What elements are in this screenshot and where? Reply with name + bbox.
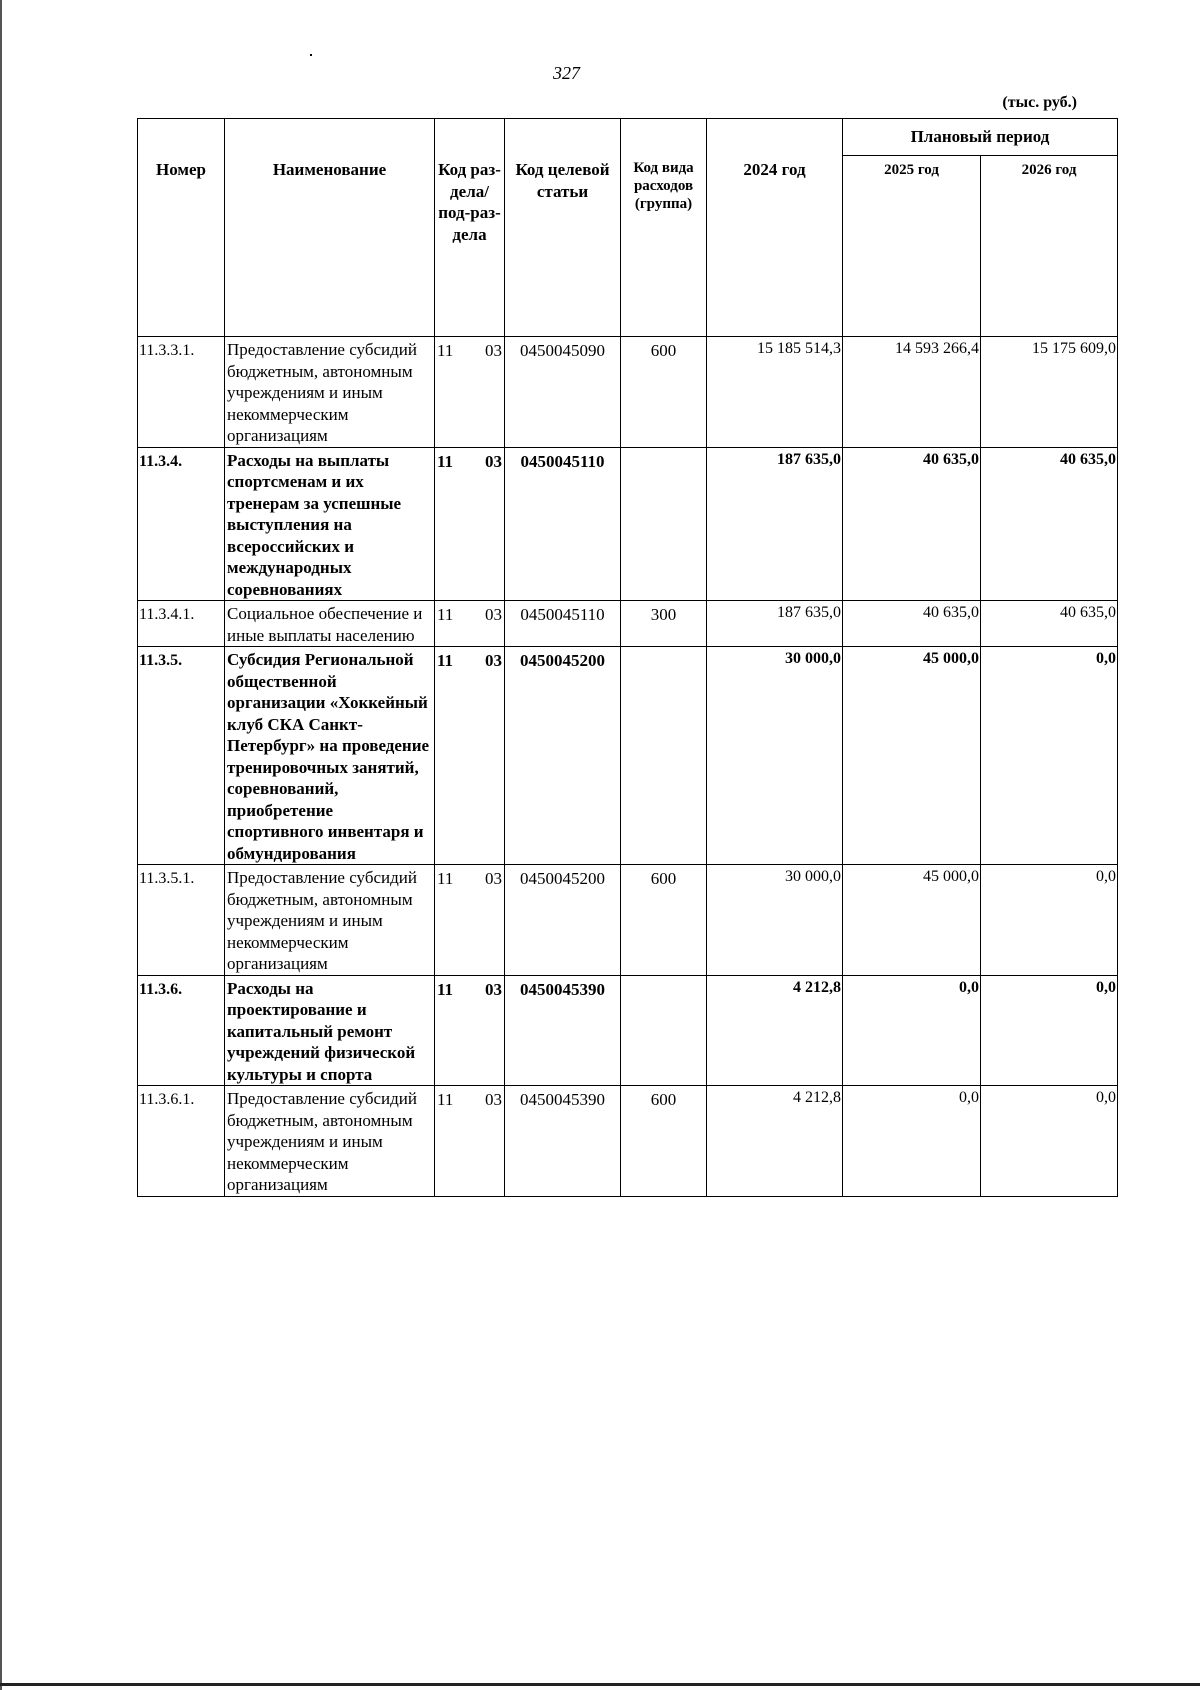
row-section-code [435,337,505,448]
subsection-code: 03 [485,605,502,624]
row-expense-type [621,647,707,865]
scan-speck [310,54,312,56]
row-value-2025: 45 000,0 [843,865,981,976]
table-body [138,337,1118,1197]
units-label: (тыс. руб.) [1002,94,1077,111]
row-value-2026: 0,0 [981,865,1118,976]
scan-edge-bottom [0,1683,1200,1686]
row-expense-type: 600 [621,1086,707,1197]
row-expense-type: 600 [621,337,707,448]
row-section-code [435,1086,505,1197]
section-code: 11 [437,651,454,670]
row-number: 11.3.4. [138,447,225,601]
row-expense-type [621,975,707,1086]
row-section-code [435,975,505,1086]
budget-table [137,118,1118,1197]
row-value-2026: 0,0 [981,647,1118,865]
table-row [138,337,1118,448]
row-target-code: 0450045200 [505,647,621,865]
table-row [138,601,1118,647]
section-code: 11 [437,979,454,999]
table-row [138,865,1118,976]
row-expense-type [621,447,707,601]
section-code: 11 [437,605,454,624]
row-target-code: 0450045090 [505,337,621,448]
row-number: 11.3.6. [138,975,225,1086]
row-value-2024: 4 212,8 [707,1086,843,1197]
table-header [138,119,1118,337]
row-value-2025: 0,0 [843,1086,981,1197]
subsection-code: 03 [485,1090,502,1109]
header-2025: 2025 год [843,156,981,337]
header-vr: Код вида расходов (группа) [621,119,707,337]
row-number: 11.3.6.1. [138,1086,225,1197]
row-section-code [435,447,505,601]
section-code: 11 [437,869,454,888]
section-code: 11 [437,451,454,471]
row-value-2026: 0,0 [981,975,1118,1086]
table-row [138,647,1118,865]
row-name: Расходы на выплаты спортсменам и их тренерам за успешные выступления на всероссийских и международных соревнованиях [225,447,435,601]
row-number: 11.3.5. [138,647,225,865]
row-name: Предоставление субсидий бюджетным, автономным учреждениям и иным некоммерческим организациям [225,337,435,448]
row-section-code [435,601,505,647]
subsection-code: 03 [485,979,502,999]
row-expense-type: 600 [621,865,707,976]
section-code: 11 [437,341,454,360]
row-value-2025: 40 635,0 [843,601,981,647]
row-name: Предоставление субсидий бюджетным, автономным учреждениям и иным некоммерческим организациям [225,865,435,976]
row-section-code [435,865,505,976]
row-target-code: 0450045110 [505,447,621,601]
scan-edge-left [0,0,2,1690]
row-value-2025: 40 635,0 [843,447,981,601]
row-value-2026: 40 635,0 [981,447,1118,601]
table-row [138,975,1118,1086]
row-value-2026: 0,0 [981,1086,1118,1197]
header-2026: 2026 год [981,156,1118,337]
subsection-code: 03 [485,451,502,471]
table-row [138,1086,1118,1197]
row-expense-type: 300 [621,601,707,647]
row-value-2025: 45 000,0 [843,647,981,865]
header-plan-period: Плановый период [843,119,1118,156]
row-name: Расходы на проектирование и капитальный ремонт учреждений физической культуры и спорта [225,975,435,1086]
row-number: 11.3.3.1. [138,337,225,448]
row-value-2024: 15 185 514,3 [707,337,843,448]
row-value-2024: 30 000,0 [707,865,843,976]
header-name: Наименование [225,119,435,337]
header-section: Код раз-дела/ под-раз-дела [435,119,505,337]
row-target-code: 0450045390 [505,975,621,1086]
subsection-code: 03 [485,869,502,888]
row-value-2026: 40 635,0 [981,601,1118,647]
row-section-code [435,647,505,865]
subsection-code: 03 [485,651,502,670]
table-row [138,447,1118,601]
row-value-2025: 14 593 266,4 [843,337,981,448]
row-value-2024: 30 000,0 [707,647,843,865]
row-value-2024: 187 635,0 [707,447,843,601]
row-target-code: 0450045390 [505,1086,621,1197]
row-value-2024: 4 212,8 [707,975,843,1086]
header-num: Номер [138,119,225,337]
subsection-code: 03 [485,341,502,360]
row-name: Социальное обеспечение и иные выплаты населению [225,601,435,647]
row-target-code: 0450045110 [505,601,621,647]
page-number: 327 [553,63,580,83]
section-code: 11 [437,1090,454,1109]
header-2024: 2024 год [707,119,843,337]
row-value-2025: 0,0 [843,975,981,1086]
header-csr: Код целевой статьи [505,119,621,337]
row-name: Субсидия Региональной общественной организации «Хоккейный клуб СКА Санкт-Петербург» на проведение тренировочных занятий, соревнований, приобретение спортивного инвентаря и обмундирования [225,647,435,865]
row-number: 11.3.5.1. [138,865,225,976]
row-number: 11.3.4.1. [138,601,225,647]
row-value-2026: 15 175 609,0 [981,337,1118,448]
row-name: Предоставление субсидий бюджетным, автономным учреждениям и иным некоммерческим организациям [225,1086,435,1197]
row-value-2024: 187 635,0 [707,601,843,647]
row-target-code: 0450045200 [505,865,621,976]
